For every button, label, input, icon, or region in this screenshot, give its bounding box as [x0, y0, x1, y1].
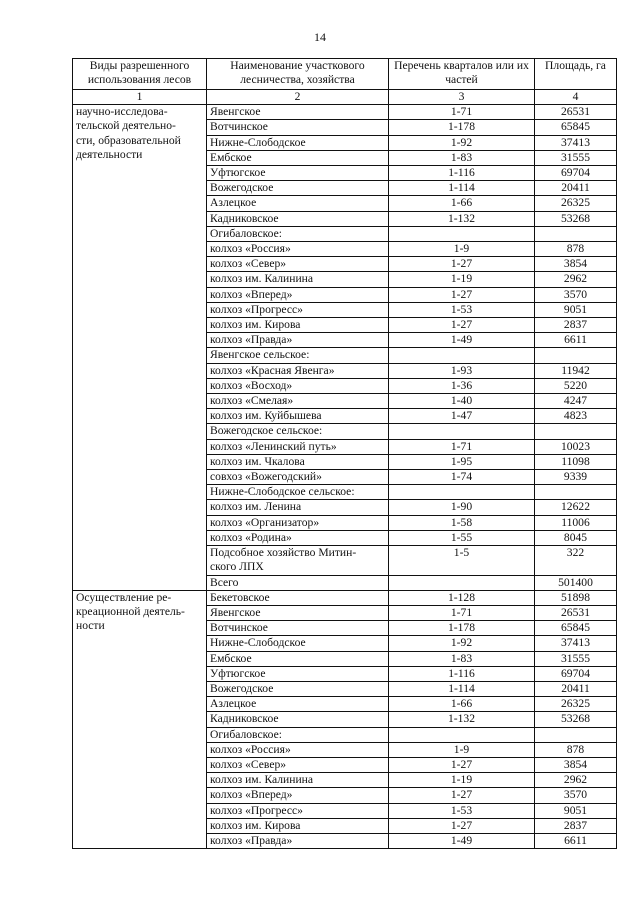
quarters-cell: 1-66: [389, 697, 535, 712]
quarters-cell: 1-93: [389, 363, 535, 378]
quarters-cell: 1-83: [389, 651, 535, 666]
quarters-cell: 1-40: [389, 394, 535, 409]
area-cell: 65845: [535, 120, 617, 135]
forestry-name-cell: Явенгское: [207, 105, 389, 120]
quarters-cell: 1-116: [389, 166, 535, 181]
quarters-cell: 1-9: [389, 742, 535, 757]
area-cell: 5220: [535, 378, 617, 393]
forestry-name-cell: колхоз «Вперед»: [207, 287, 389, 302]
forestry-name-cell: Огибаловское:: [207, 226, 389, 241]
area-cell: 11942: [535, 363, 617, 378]
quarters-cell: 1-27: [389, 757, 535, 772]
quarters-cell: 1-71: [389, 105, 535, 120]
forestry-name-cell: Кадниковское: [207, 712, 389, 727]
quarters-cell: 1-53: [389, 803, 535, 818]
forestry-name-cell: Азлецкое: [207, 697, 389, 712]
forestry-name-cell: Нижне-Слободское: [207, 135, 389, 150]
quarters-cell: 1-128: [389, 590, 535, 605]
forestry-name-cell: Явенгское сельское:: [207, 348, 389, 363]
area-cell: [535, 226, 617, 241]
quarters-cell: 1-19: [389, 272, 535, 287]
area-cell: 6611: [535, 333, 617, 348]
forestry-name-cell: Вожегодское: [207, 181, 389, 196]
forestry-name-cell: колхоз им. Чкалова: [207, 454, 389, 469]
forestry-name-cell: Нижне-Слободское сельское:: [207, 485, 389, 500]
quarters-cell: 1-49: [389, 333, 535, 348]
area-cell: [535, 485, 617, 500]
quarters-cell: 1-132: [389, 712, 535, 727]
quarters-cell: 1-83: [389, 150, 535, 165]
area-cell: 26325: [535, 196, 617, 211]
quarters-cell: 1-116: [389, 666, 535, 681]
forestry-name-cell: Вожегодское: [207, 681, 389, 696]
area-cell: 10023: [535, 439, 617, 454]
quarters-cell: 1-36: [389, 378, 535, 393]
forestry-name-cell: Бекетовское: [207, 590, 389, 605]
quarters-cell: 1-71: [389, 439, 535, 454]
quarters-cell: 1-27: [389, 818, 535, 833]
area-cell: 9051: [535, 803, 617, 818]
area-cell: 2837: [535, 318, 617, 333]
forestry-name-cell: колхоз «Красная Явенга»: [207, 363, 389, 378]
area-cell: 11006: [535, 515, 617, 530]
table-body: [73, 105, 617, 849]
area-cell: 2837: [535, 818, 617, 833]
quarters-cell: 1-95: [389, 454, 535, 469]
area-cell: 878: [535, 742, 617, 757]
table-row: [73, 590, 617, 605]
area-cell: 3854: [535, 257, 617, 272]
forestry-name-cell: Вотчинское: [207, 621, 389, 636]
area-cell: 65845: [535, 621, 617, 636]
quarters-cell: 1-71: [389, 605, 535, 620]
forestry-name-cell: колхоз «Смелая»: [207, 394, 389, 409]
table-header-row: [73, 59, 617, 90]
use-type-cell: Осуществление ре- креационной деятель- ности: [73, 590, 207, 848]
area-cell: 51898: [535, 590, 617, 605]
forestry-name-cell: Уфтюгское: [207, 166, 389, 181]
forestry-name-cell: колхоз «Север»: [207, 257, 389, 272]
area-cell: 12622: [535, 500, 617, 515]
area-cell: 2962: [535, 272, 617, 287]
forestry-name-cell: Всего: [207, 575, 389, 590]
forestry-name-cell: колхоз им. Калинина: [207, 773, 389, 788]
header-use-type: Виды разрешенного использования лесов: [73, 59, 207, 90]
column-number: 1: [73, 90, 207, 105]
forestry-name-cell: колхоз «Правда»: [207, 333, 389, 348]
column-number: 3: [389, 90, 535, 105]
area-cell: [535, 727, 617, 742]
area-cell: 20411: [535, 681, 617, 696]
area-cell: 20411: [535, 181, 617, 196]
area-cell: 69704: [535, 166, 617, 181]
area-cell: 501400: [535, 575, 617, 590]
area-cell: 3570: [535, 788, 617, 803]
area-cell: 26531: [535, 105, 617, 120]
area-cell: 53268: [535, 712, 617, 727]
forestry-name-cell: колхоз «Организатор»: [207, 515, 389, 530]
quarters-cell: 1-92: [389, 636, 535, 651]
area-cell: 37413: [535, 636, 617, 651]
forestry-name-cell: колхоз «Родина»: [207, 530, 389, 545]
quarters-cell: 1-53: [389, 302, 535, 317]
forestry-name-cell: Ембское: [207, 150, 389, 165]
forestry-name-cell: колхоз «Вперед»: [207, 788, 389, 803]
forestry-name-cell: Нижне-Слободское: [207, 636, 389, 651]
forestry-name-cell: колхоз «Правда»: [207, 833, 389, 848]
quarters-cell: 1-92: [389, 135, 535, 150]
area-cell: 3854: [535, 757, 617, 772]
quarters-cell: 1-55: [389, 530, 535, 545]
quarters-cell: 1-27: [389, 287, 535, 302]
quarters-cell: [389, 424, 535, 439]
forestry-name-cell: Вожегодское сельское:: [207, 424, 389, 439]
quarters-cell: 1-9: [389, 242, 535, 257]
forestry-name-cell: колхоз «Восход»: [207, 378, 389, 393]
quarters-cell: 1-19: [389, 773, 535, 788]
quarters-cell: 1-49: [389, 833, 535, 848]
quarters-cell: 1-90: [389, 500, 535, 515]
forestry-name-cell: Кадниковское: [207, 211, 389, 226]
table-row: [73, 105, 617, 120]
quarters-cell: 1-114: [389, 181, 535, 196]
area-cell: 9339: [535, 470, 617, 485]
area-cell: 53268: [535, 211, 617, 226]
area-cell: 11098: [535, 454, 617, 469]
forestry-name-cell: Ембское: [207, 651, 389, 666]
area-cell: 26531: [535, 605, 617, 620]
quarters-cell: 1-178: [389, 120, 535, 135]
quarters-cell: 1-66: [389, 196, 535, 211]
column-number: 4: [535, 90, 617, 105]
forestry-name-cell: колхоз «Россия»: [207, 242, 389, 257]
forestry-name-cell: Вотчинское: [207, 120, 389, 135]
quarters-cell: 1-27: [389, 788, 535, 803]
quarters-cell: 1-5: [389, 546, 535, 575]
page-number: 14: [314, 30, 326, 44]
quarters-cell: [389, 575, 535, 590]
forestry-name-cell: колхоз «Ленинский путь»: [207, 439, 389, 454]
forestry-name-cell: колхоз им. Кирова: [207, 818, 389, 833]
area-cell: 6611: [535, 833, 617, 848]
header-area: Площадь, га: [535, 59, 617, 90]
forestry-name-cell: колхоз «Север»: [207, 757, 389, 772]
quarters-cell: 1-132: [389, 211, 535, 226]
area-cell: 31555: [535, 150, 617, 165]
forest-use-table: [72, 58, 617, 849]
forestry-name-cell: колхоз им. Куйбышева: [207, 409, 389, 424]
forestry-name-cell: колхоз им. Ленина: [207, 500, 389, 515]
forestry-name-cell: колхоз «Прогресс»: [207, 302, 389, 317]
quarters-cell: 1-27: [389, 257, 535, 272]
forestry-name-cell: колхоз им. Кирова: [207, 318, 389, 333]
quarters-cell: 1-114: [389, 681, 535, 696]
column-number-row: [73, 90, 617, 105]
quarters-cell: 1-47: [389, 409, 535, 424]
forestry-name-cell: колхоз «Прогресс»: [207, 803, 389, 818]
forestry-name-cell: колхоз им. Калинина: [207, 272, 389, 287]
use-type-cell: научно-исследова- тельской деятельно- сти, образовательной деятельности: [73, 105, 207, 591]
quarters-cell: [389, 226, 535, 241]
column-number: 2: [207, 90, 389, 105]
area-cell: 9051: [535, 302, 617, 317]
quarters-cell: 1-178: [389, 621, 535, 636]
header-quarters: Перечень кварталов или их частей: [389, 59, 535, 90]
forestry-name-cell: Подсобное хозяйство Митин- ского ЛПХ: [207, 546, 389, 575]
area-cell: 2962: [535, 773, 617, 788]
area-cell: 4247: [535, 394, 617, 409]
forestry-name-cell: совхоз «Вожегодский»: [207, 470, 389, 485]
quarters-cell: 1-74: [389, 470, 535, 485]
area-cell: 31555: [535, 651, 617, 666]
area-cell: 26325: [535, 697, 617, 712]
header-forestry-name: Наименование участкового лесничества, хозяйства: [207, 59, 389, 90]
forestry-name-cell: Уфтюгское: [207, 666, 389, 681]
area-cell: [535, 424, 617, 439]
forestry-name-cell: Явенгское: [207, 605, 389, 620]
quarters-cell: 1-58: [389, 515, 535, 530]
area-cell: 37413: [535, 135, 617, 150]
quarters-cell: [389, 485, 535, 500]
forestry-name-cell: колхоз «Россия»: [207, 742, 389, 757]
quarters-cell: [389, 348, 535, 363]
area-cell: 8045: [535, 530, 617, 545]
area-cell: 878: [535, 242, 617, 257]
quarters-cell: 1-27: [389, 318, 535, 333]
area-cell: [535, 348, 617, 363]
area-cell: 3570: [535, 287, 617, 302]
forestry-name-cell: Огибаловское:: [207, 727, 389, 742]
area-cell: 69704: [535, 666, 617, 681]
area-cell: 4823: [535, 409, 617, 424]
forestry-name-cell: Азлецкое: [207, 196, 389, 211]
area-cell: 322: [535, 546, 617, 575]
quarters-cell: [389, 727, 535, 742]
